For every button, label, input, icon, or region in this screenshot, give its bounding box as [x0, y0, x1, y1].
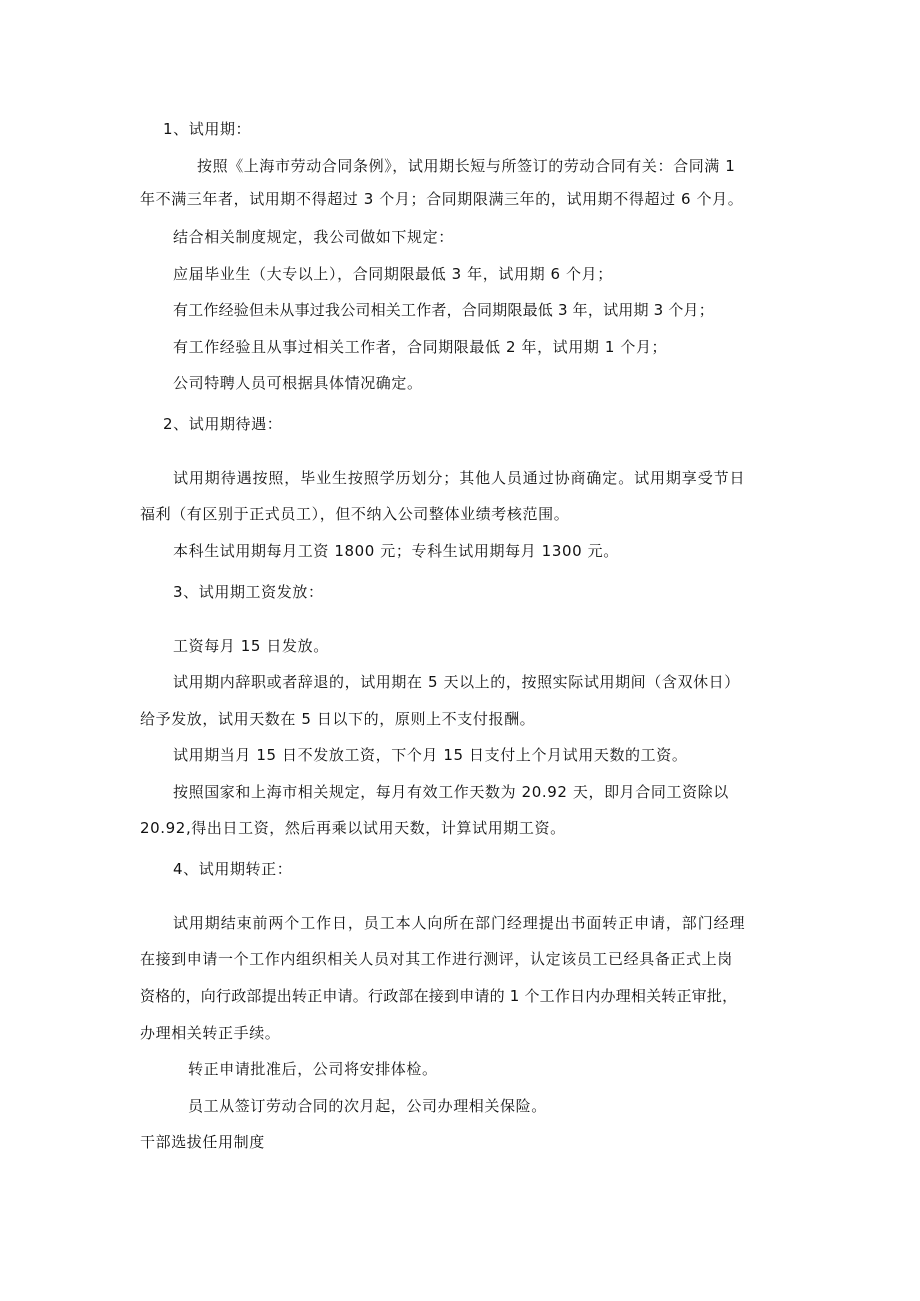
section-3-paragraph-3: 试用期当月 15 日不发放工资，下个月 15 日支付上个月试用天数的工资。 [173, 746, 688, 764]
section-3-paragraph-2-line-2: 给予发放，试用天数在 5 日以下的，原则上不支付报酬。 [140, 710, 536, 728]
section-1-rule-experienced-unrelated: 有工作经验但未从事过我公司相关工作者，合同期限最低 3 年，试用期 3 个月； [173, 301, 714, 319]
section-4-heading: 4、试用期转正： [173, 860, 293, 878]
section-2-paragraph-2: 本科生试用期每月工资 1800 元；专科生试用期每月 1300 元。 [173, 542, 619, 560]
section-1-paragraph-1-line-2: 年不满三年者，试用期不得超过 3 个月；合同期限满三年的，试用期不得超过 6 个月。 [140, 190, 744, 208]
section-4-paragraph-1-line-2: 在接到申请一个工作内组织相关人员对其工作进行测评，认定该员工已经具备正式上岗 [140, 950, 733, 968]
section-3-paragraph-1: 工资每月 15 日发放。 [173, 637, 329, 655]
section-1-heading: 1、试用期： [163, 120, 252, 138]
section-1-rule-experienced-related: 有工作经验且从事过相关工作者，合同期限最低 2 年，试用期 1 个月； [173, 338, 668, 356]
section-1-rule-special-hires: 公司特聘人员可根据具体情况确定。 [173, 374, 423, 392]
section-4-paragraph-1-line-4: 办理相关转正手续。 [140, 1024, 281, 1042]
section-3-paragraph-2-line-1: 试用期内辞职或者辞退的，试用期在 5 天以上的，按照实际试用期间（含双休日） [173, 673, 740, 691]
section-3-paragraph-4-line-1: 按照国家和上海市相关规定，每月有效工作天数为 20.92 天，即月合同工资除以 [173, 783, 729, 801]
section-3-paragraph-4-line-2: 20.92,得出日工资，然后再乘以试用天数，计算试用期工资。 [140, 819, 566, 837]
section-1-paragraph-2: 结合相关制度规定，我公司做如下规定： [173, 228, 454, 246]
section-2-heading: 2、试用期待遇： [163, 415, 283, 433]
section-1-rule-graduates: 应届毕业生（大专以上），合同期限最低 3 年，试用期 6 个月； [173, 265, 613, 283]
section-1-paragraph-1-line-1: 按照《上海市劳动合同条例》，试用期长短与所签订的劳动合同有关：合同满 1 [197, 157, 736, 175]
section-2-paragraph-1-line-1: 试用期待遇按照，毕业生按照学历划分；其他人员通过协商确定。试用期享受节日 [173, 469, 746, 487]
section-3-heading: 3、试用期工资发放： [173, 583, 324, 601]
section-4-paragraph-2: 转正申请批准后，公司将安排体检。 [188, 1060, 438, 1078]
section-2-paragraph-1-line-2: 福利（有区别于正式员工），但不纳入公司整体业绩考核范围。 [140, 505, 570, 523]
section-4-paragraph-1-line-1: 试用期结束前两个工作日，员工本人向所在部门经理提出书面转正申请，部门经理 [173, 914, 746, 932]
next-section-title: 干部选拔任用制度 [140, 1133, 265, 1151]
section-4-paragraph-3: 员工从签订劳动合同的次月起，公司办理相关保险。 [188, 1097, 547, 1115]
section-4-paragraph-1-line-3: 资格的，向行政部提出转正申请。行政部在接到申请的 1 个工作日内办理相关转正审批， [140, 987, 738, 1005]
